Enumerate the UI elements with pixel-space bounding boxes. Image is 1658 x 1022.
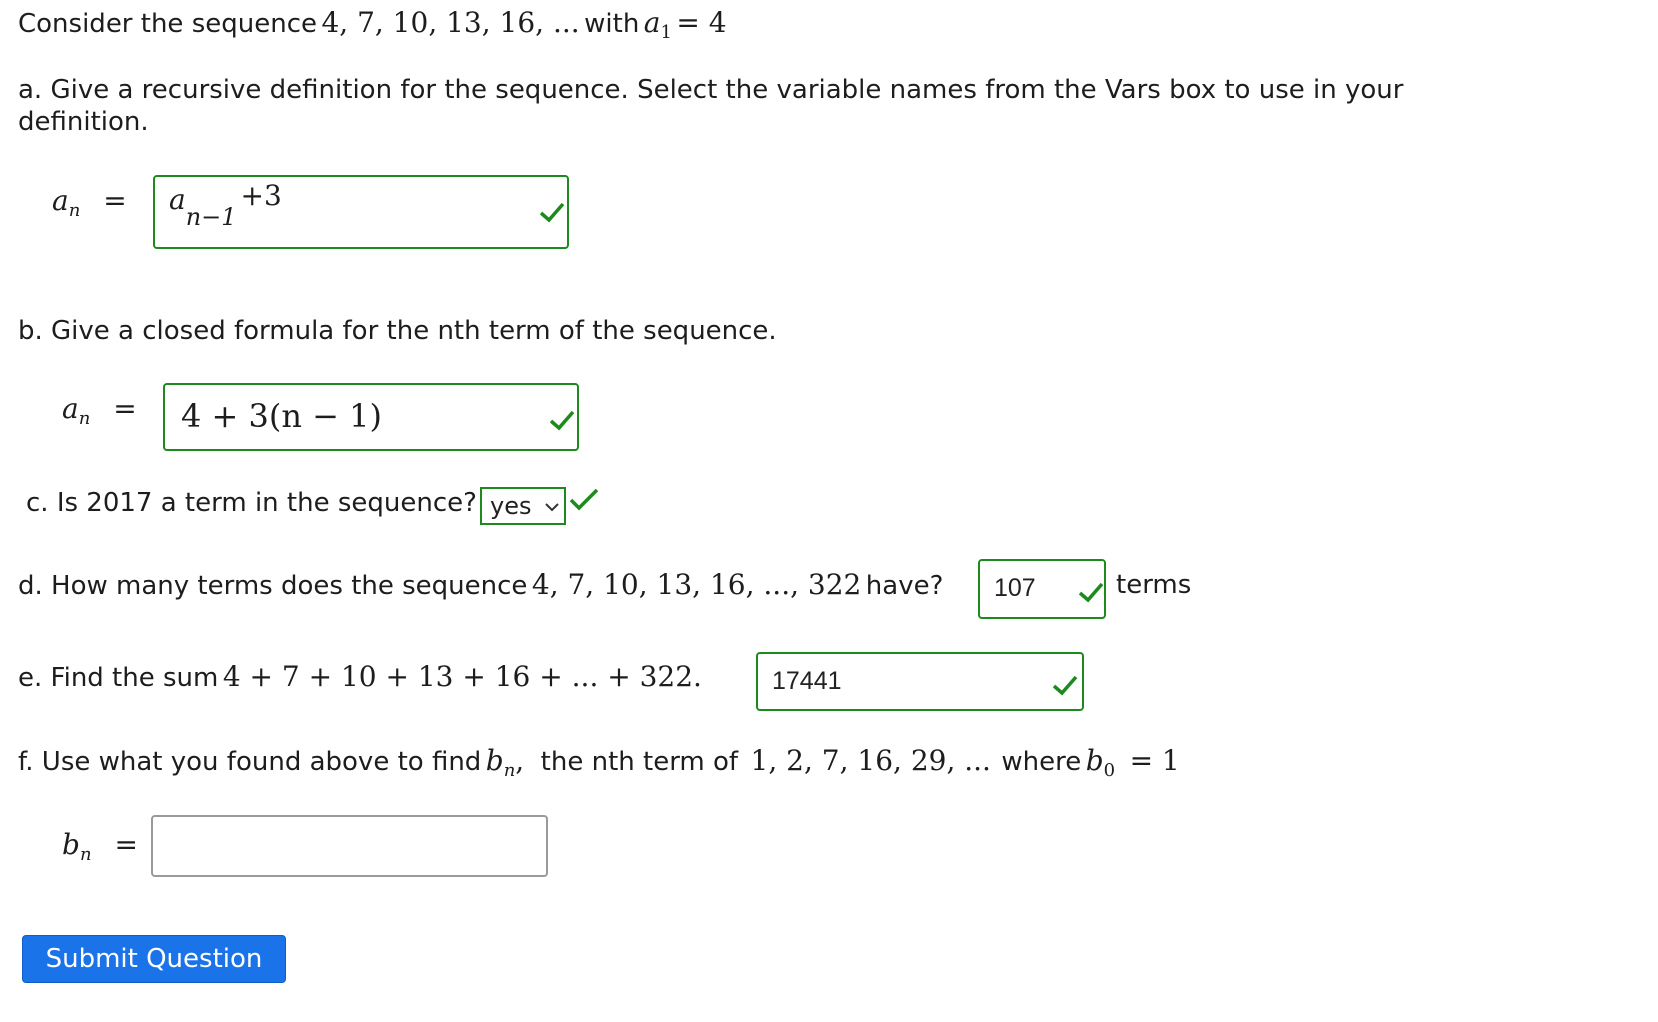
checkmark-icon <box>569 488 599 512</box>
question-intro: Consider the sequence 4, 7, 10, 13, 16, ... with $a_1 = 4$ <box>18 6 727 43</box>
checkmark-icon <box>1052 674 1078 696</box>
part-a-prompt: a. Give a recursive definition for the sequence. Select the variable names from the Vars box to use in your definition. <box>18 75 1404 137</box>
part-a-lhs: $a_n$ = <box>52 184 127 221</box>
checkmark-icon <box>539 201 565 223</box>
part-b-lhs: $a_n$ = <box>62 392 137 429</box>
part-f-prompt: f. Use what you found above to find $b_n$, the nth term of 1, 2, 7, 16, 29, ... where $b_0 = 1$ <box>18 744 1180 781</box>
part-b-prompt: b. Give a closed formula for the nth term of the sequence. <box>18 316 777 346</box>
term-count-field[interactable]: 107 <box>978 559 1106 619</box>
term-dropdown[interactable]: yes <box>480 487 566 525</box>
closed-formula-field[interactable]: 4 + 3(n − 1) <box>163 383 579 451</box>
terms-unit-label: terms <box>1116 570 1192 600</box>
sum-answer-field[interactable]: 17441 <box>756 652 1084 711</box>
checkmark-icon <box>1078 581 1104 603</box>
chevron-down-icon <box>544 501 560 513</box>
recursive-answer-field[interactable]: an−1+3 <box>153 175 569 249</box>
part-d-prompt: d. How many terms does the sequence 4, 7, 10, 13, 16, ..., 322 have? <box>18 568 944 601</box>
part-c-prompt: c. Is 2017 a term in the sequence? <box>26 488 477 518</box>
submit-question-button[interactable]: Submit Question <box>22 935 286 983</box>
checkmark-icon <box>549 409 575 431</box>
intro-sequence: 4, 7, 10, 13, 16, ... <box>321 6 580 39</box>
part-f-lhs: $b_n$ = <box>62 828 138 865</box>
bn-answer-field[interactable] <box>151 815 548 877</box>
part-e-prompt: e. Find the sum 4 + 7 + 10 + 13 + 16 + ... + 322. <box>18 660 702 693</box>
